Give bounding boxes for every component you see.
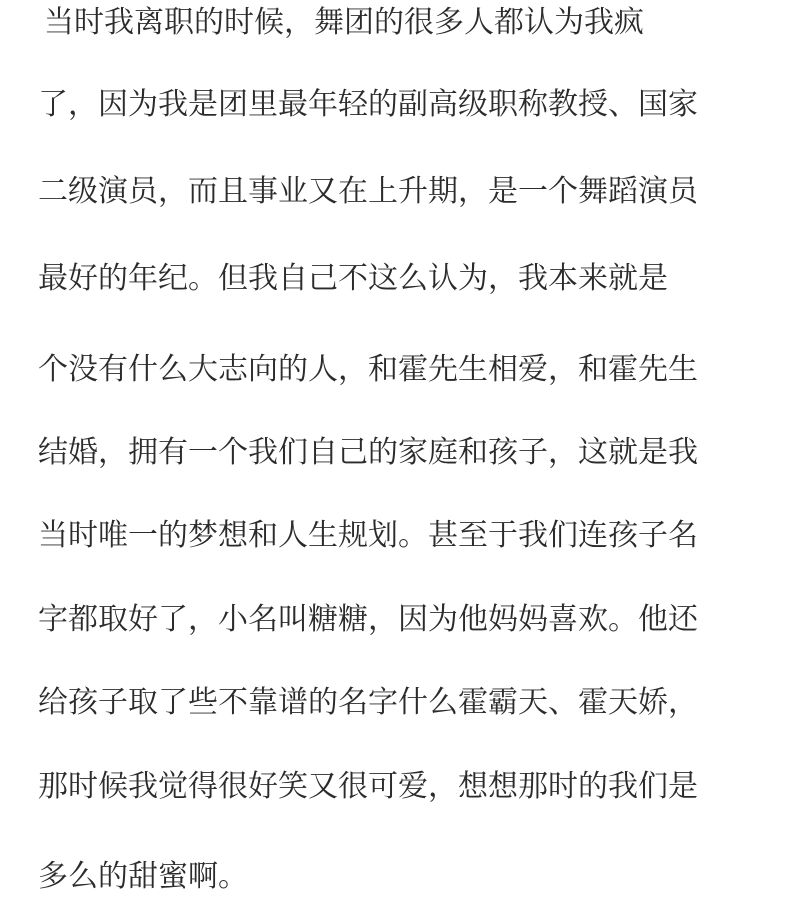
text-line: 那时候我觉得很好笑又很可爱，想想那时的我们是 [38,769,698,804]
text-line: 当时唯一的梦想和人生规划。甚至于我们连孩子名 [38,518,698,553]
text-line: 个没有什么大志向的人，和霍先生相爱，和霍先生 [38,352,698,387]
text-line: 最好的年纪。但我自己不这么认为，我本来就是 [38,261,668,296]
text-line: 给孩子取了些不靠谱的名字什么霍霸天、霍天娇， [38,685,698,720]
text-line: 当时我离职的时候，舞团的很多人都认为我疯 [44,5,644,40]
text-line: 字都取好了，小名叫糖糖，因为他妈妈喜欢。他还 [38,602,698,637]
text-line: 了，因为我是团里最年轻的副高级职称教授、国家 [38,87,698,122]
text-line: 结婚，拥有一个我们自己的家庭和孩子，这就是我 [38,435,698,470]
text-line: 二级演员，而且事业又在上升期，是一个舞蹈演员 [38,174,698,209]
text-line: 多么的甜蜜啊。 [38,859,248,894]
